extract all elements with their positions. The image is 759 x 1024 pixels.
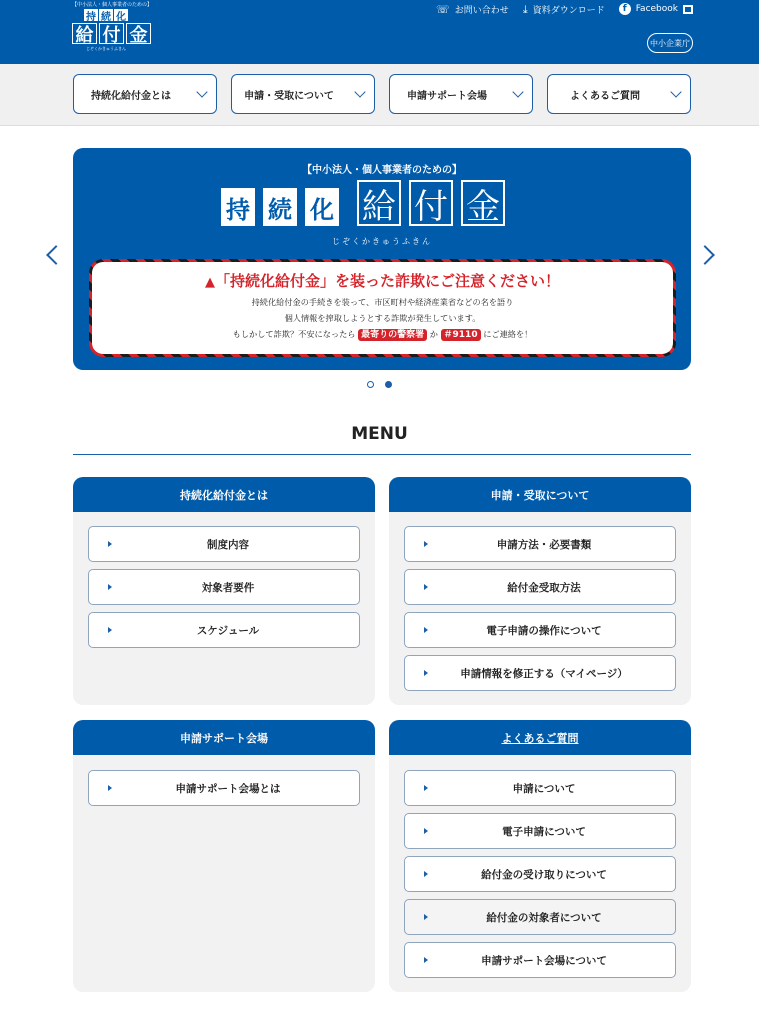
facebook-link[interactable] bbox=[619, 3, 693, 15]
title-char: 続 bbox=[263, 188, 297, 226]
slide-subtitle: 【中小法人・個人事業者のための】 bbox=[302, 165, 462, 176]
nav-label: 持続化給付金とは bbox=[91, 90, 171, 102]
warning-text: もしかして詐欺？不安になったら bbox=[232, 329, 356, 339]
title-char: 化 bbox=[305, 188, 339, 226]
menu-item[interactable] bbox=[404, 899, 676, 935]
triangle-right-icon bbox=[424, 627, 428, 633]
menu-item-label: 申請情報を修正する（マイページ） bbox=[460, 667, 628, 680]
triangle-right-icon bbox=[424, 785, 428, 791]
triangle-right-icon bbox=[424, 914, 428, 920]
hotline-badge: ＃9110 bbox=[441, 329, 481, 341]
warning-line2: 個人情報を搾取しようとする詐欺が発生しています。 bbox=[284, 313, 481, 323]
facebook-label: Facebook bbox=[635, 4, 678, 14]
download-icon: ⤓ bbox=[522, 2, 528, 16]
jizokuka-kyufukin-logo[interactable] bbox=[72, 2, 162, 62]
nav-faq[interactable] bbox=[547, 74, 691, 114]
warning-icon: ▲ bbox=[204, 275, 215, 290]
menu-item[interactable] bbox=[404, 612, 676, 648]
panel-title: 持続化給付金とは bbox=[73, 477, 375, 512]
menu-item[interactable] bbox=[88, 569, 360, 605]
menu-item-label: スケジュール bbox=[196, 624, 260, 637]
menu-item[interactable] bbox=[404, 526, 676, 562]
menu-divider bbox=[73, 454, 691, 455]
triangle-right-icon bbox=[424, 670, 428, 676]
menu-item-label: 制度内容 bbox=[207, 538, 249, 551]
menu-panel-about bbox=[73, 477, 375, 705]
carousel-dots bbox=[0, 381, 759, 388]
menu-item-label: 対象者要件 bbox=[201, 581, 255, 594]
logo-char: 給 bbox=[72, 23, 97, 44]
logo-char: 金 bbox=[126, 23, 151, 44]
triangle-right-icon bbox=[424, 871, 428, 877]
logo-char: 付 bbox=[99, 23, 124, 44]
triangle-right-icon bbox=[108, 627, 112, 633]
warning-text: か bbox=[429, 329, 438, 339]
menu-panel-faq bbox=[389, 720, 691, 992]
menu-item[interactable] bbox=[404, 770, 676, 806]
menu-item[interactable] bbox=[88, 526, 360, 562]
download-label: 資料ダウンロード bbox=[532, 5, 605, 16]
download-link[interactable] bbox=[523, 3, 605, 16]
triangle-right-icon bbox=[108, 584, 112, 590]
title-char: 給 bbox=[357, 180, 401, 226]
menu-item-label: 申請について bbox=[512, 782, 576, 795]
nav-label: 申請サポート会場 bbox=[407, 90, 487, 102]
chevron-down-icon bbox=[196, 86, 207, 97]
nav-application[interactable] bbox=[231, 74, 375, 114]
site-header bbox=[0, 0, 759, 64]
triangle-right-icon bbox=[424, 541, 428, 547]
menu-item-label: 給付金の対象者について bbox=[486, 911, 602, 924]
utility-links bbox=[436, 0, 693, 18]
triangle-right-icon bbox=[424, 957, 428, 963]
facebook-icon: f bbox=[619, 3, 631, 15]
logo-char: 化 bbox=[114, 9, 128, 21]
menu-item[interactable] bbox=[404, 569, 676, 605]
menu-item[interactable] bbox=[88, 612, 360, 648]
slide-title bbox=[221, 180, 505, 226]
menu-item-label: 申請サポート会場について bbox=[481, 954, 607, 967]
title-char: 付 bbox=[409, 180, 453, 226]
menu-heading: MENU bbox=[351, 424, 408, 444]
logo-tagline: 【中小法人・個人事業者のための】 bbox=[72, 2, 153, 8]
police-badge: 最寄りの警察署 bbox=[358, 329, 427, 341]
logo-ruby: じぞくかきゅうふきん bbox=[86, 46, 126, 51]
contact-label: お問い合わせ bbox=[454, 5, 509, 16]
chevron-down-icon bbox=[512, 86, 523, 97]
menu-item-label: 申請サポート会場とは bbox=[175, 782, 281, 795]
nav-label: 申請・受取について bbox=[244, 90, 334, 102]
warning-line3 bbox=[92, 326, 673, 343]
carousel-prev-arrow[interactable] bbox=[46, 245, 66, 265]
fraud-warning-box bbox=[89, 259, 676, 357]
menu-item[interactable] bbox=[88, 770, 360, 806]
main-nav bbox=[0, 64, 759, 126]
agency-logo[interactable]: 中小企業庁 bbox=[647, 33, 693, 53]
carousel-next-arrow[interactable] bbox=[695, 245, 715, 265]
triangle-right-icon bbox=[424, 828, 428, 834]
carousel-slide[interactable] bbox=[73, 148, 691, 370]
panel-title: 申請・受取について bbox=[389, 477, 691, 512]
slide-ruby: じぞくかきゅうふきん bbox=[332, 237, 432, 246]
menu-item-label: 給付金の受け取りについて bbox=[481, 868, 607, 881]
triangle-right-icon bbox=[108, 541, 112, 547]
title-char: 持 bbox=[221, 188, 255, 226]
menu-item-label: 電子申請について bbox=[502, 825, 586, 838]
menu-item[interactable] bbox=[404, 942, 676, 978]
chevron-down-icon bbox=[354, 86, 365, 97]
menu-panel-application bbox=[389, 477, 691, 705]
menu-item-label: 電子申請の操作について bbox=[486, 624, 602, 637]
nav-about[interactable] bbox=[73, 74, 217, 114]
nav-support-venue[interactable] bbox=[389, 74, 533, 114]
contact-link[interactable] bbox=[436, 3, 509, 16]
menu-item-label: 給付金受取方法 bbox=[507, 581, 581, 594]
warning-text: にご連絡を！ bbox=[483, 329, 533, 339]
external-link-icon bbox=[683, 5, 693, 14]
menu-panel-support-venue bbox=[73, 720, 375, 992]
logo-char: 続 bbox=[99, 9, 113, 21]
menu-item-label: 申請方法・必要書類 bbox=[496, 538, 592, 551]
nav-label: よくあるご質問 bbox=[570, 90, 640, 102]
panel-title-link[interactable] bbox=[389, 720, 691, 755]
triangle-right-icon bbox=[424, 584, 428, 590]
carousel-dot-2[interactable] bbox=[385, 381, 392, 388]
logo-char: 持 bbox=[84, 9, 98, 21]
menu-item[interactable] bbox=[404, 856, 676, 892]
warning-heading: 「持続化給付金」を装った詐欺にご注意ください！ bbox=[214, 272, 560, 290]
chevron-down-icon bbox=[670, 86, 681, 97]
panel-title: よくあるご質問 bbox=[501, 731, 579, 745]
panel-title: 申請サポート会場 bbox=[73, 720, 375, 755]
menu-item[interactable] bbox=[404, 813, 676, 849]
menu-item[interactable] bbox=[404, 655, 676, 691]
carousel-dot-1[interactable] bbox=[367, 381, 374, 388]
title-char: 金 bbox=[461, 180, 505, 226]
phone-icon: ☏ bbox=[436, 2, 450, 16]
triangle-right-icon bbox=[108, 785, 112, 791]
warning-line1: 持続化給付金の手続きを装って、市区町村や経済産業省などの名を語り bbox=[251, 297, 514, 307]
